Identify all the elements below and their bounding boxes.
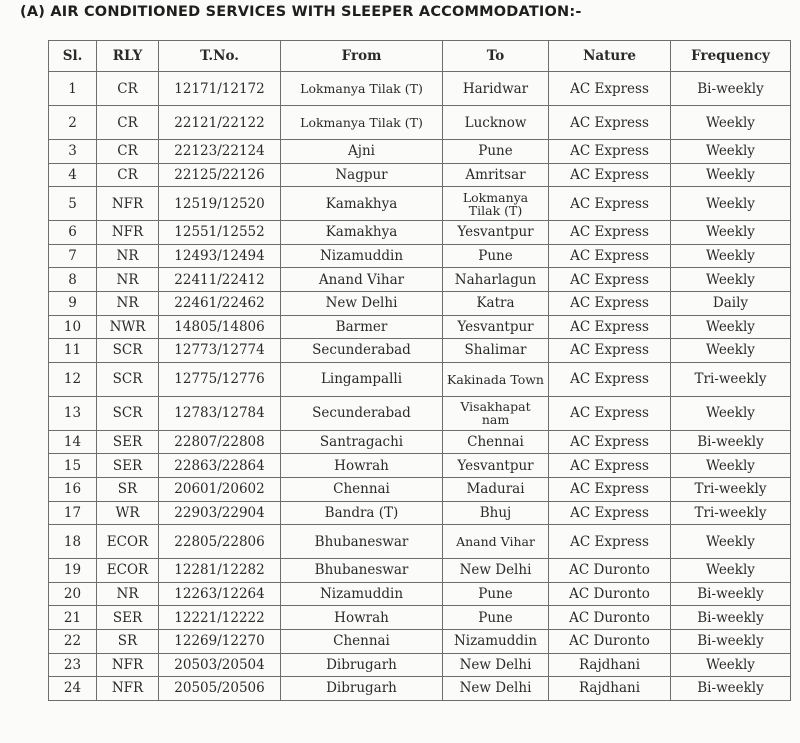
- cell-frequency: Weekly: [671, 244, 791, 268]
- cell-frequency: Weekly: [671, 559, 791, 583]
- cell-sl: 21: [49, 606, 97, 630]
- table-row: [49, 163, 791, 187]
- cell-rly: ECOR: [97, 559, 159, 583]
- column-header-frequency: Frequency: [671, 41, 791, 72]
- cell-train-number: 22461/22462: [159, 291, 281, 315]
- cell-frequency: Bi-weekly: [671, 677, 791, 701]
- table-row: [49, 221, 791, 245]
- table-row: [49, 677, 791, 701]
- cell-from: Bhubaneswar: [281, 525, 443, 559]
- cell-from: New Delhi: [281, 291, 443, 315]
- cell-rly: SER: [97, 606, 159, 630]
- cell-to: Kakinada Town: [443, 362, 549, 396]
- cell-from: Secunderabad: [281, 396, 443, 430]
- cell-train-number: 22805/22806: [159, 525, 281, 559]
- cell-rly: NFR: [97, 653, 159, 677]
- cell-train-number: 12269/12270: [159, 629, 281, 653]
- column-header-to: To: [443, 41, 549, 72]
- cell-from: Dibrugarh: [281, 677, 443, 701]
- cell-rly: NWR: [97, 315, 159, 339]
- cell-frequency: Daily: [671, 291, 791, 315]
- cell-from: Bhubaneswar: [281, 559, 443, 583]
- cell-to: New Delhi: [443, 677, 549, 701]
- table-row: [49, 582, 791, 606]
- column-header-nature: Nature: [549, 41, 671, 72]
- table-row: [49, 268, 791, 292]
- cell-train-number: 12171/12172: [159, 72, 281, 106]
- cell-rly: CR: [97, 72, 159, 106]
- cell-nature: AC Express: [549, 339, 671, 363]
- cell-from: Dibrugarh: [281, 653, 443, 677]
- cell-to: Haridwar: [443, 72, 549, 106]
- cell-train-number: 22807/22808: [159, 430, 281, 454]
- cell-to: Amritsar: [443, 163, 549, 187]
- cell-to: Pune: [443, 582, 549, 606]
- cell-rly: NFR: [97, 677, 159, 701]
- cell-from: Anand Vihar: [281, 268, 443, 292]
- cell-nature: AC Express: [549, 163, 671, 187]
- cell-to: Yesvantpur: [443, 454, 549, 478]
- cell-frequency: Weekly: [671, 525, 791, 559]
- cell-nature: AC Express: [549, 291, 671, 315]
- cell-to: Chennai: [443, 430, 549, 454]
- cell-from: Nizamuddin: [281, 582, 443, 606]
- table-row: [49, 525, 791, 559]
- table-row: [49, 362, 791, 396]
- cell-to: Shalimar: [443, 339, 549, 363]
- cell-sl: 20: [49, 582, 97, 606]
- cell-frequency: Bi-weekly: [671, 430, 791, 454]
- cell-nature: AC Express: [549, 430, 671, 454]
- cell-from: Bandra (T): [281, 501, 443, 525]
- cell-to: Visakhapat nam: [443, 396, 549, 430]
- cell-rly: CR: [97, 163, 159, 187]
- table-row: [49, 106, 791, 140]
- table-row: [49, 559, 791, 583]
- cell-rly: SCR: [97, 339, 159, 363]
- cell-nature: AC Express: [549, 396, 671, 430]
- cell-frequency: Weekly: [671, 221, 791, 245]
- cell-sl: 17: [49, 501, 97, 525]
- cell-sl: 4: [49, 163, 97, 187]
- cell-train-number: 12493/12494: [159, 244, 281, 268]
- cell-from: Barmer: [281, 315, 443, 339]
- cell-frequency: Tri-weekly: [671, 477, 791, 501]
- cell-to: Madurai: [443, 477, 549, 501]
- cell-sl: 13: [49, 396, 97, 430]
- cell-sl: 19: [49, 559, 97, 583]
- cell-rly: SR: [97, 629, 159, 653]
- column-header-rly: RLY: [97, 41, 159, 72]
- cell-sl: 8: [49, 268, 97, 292]
- cell-rly: NR: [97, 268, 159, 292]
- cell-from: Secunderabad: [281, 339, 443, 363]
- cell-sl: 9: [49, 291, 97, 315]
- table-row: [49, 501, 791, 525]
- cell-frequency: Bi-weekly: [671, 629, 791, 653]
- cell-train-number: 12519/12520: [159, 187, 281, 221]
- cell-frequency: Weekly: [671, 396, 791, 430]
- cell-frequency: Weekly: [671, 315, 791, 339]
- cell-nature: AC Express: [549, 244, 671, 268]
- cell-frequency: Tri-weekly: [671, 501, 791, 525]
- cell-nature: Rajdhani: [549, 677, 671, 701]
- column-header-train-number: T.No.: [159, 41, 281, 72]
- cell-frequency: Bi-weekly: [671, 72, 791, 106]
- cell-train-number: 20601/20602: [159, 477, 281, 501]
- cell-nature: AC Express: [549, 315, 671, 339]
- cell-train-number: 20505/20506: [159, 677, 281, 701]
- cell-sl: 14: [49, 430, 97, 454]
- cell-rly: SR: [97, 477, 159, 501]
- table-row: [49, 396, 791, 430]
- cell-from: Howrah: [281, 454, 443, 478]
- cell-train-number: 22411/22412: [159, 268, 281, 292]
- cell-nature: AC Express: [549, 221, 671, 245]
- cell-nature: AC Express: [549, 106, 671, 140]
- cell-from: Nizamuddin: [281, 244, 443, 268]
- cell-nature: AC Express: [549, 501, 671, 525]
- cell-rly: SCR: [97, 396, 159, 430]
- table-header-row: [49, 41, 791, 72]
- cell-nature: AC Express: [549, 72, 671, 106]
- cell-sl: 24: [49, 677, 97, 701]
- cell-frequency: Weekly: [671, 454, 791, 478]
- cell-to: Pune: [443, 606, 549, 630]
- cell-train-number: 12263/12264: [159, 582, 281, 606]
- cell-rly: NR: [97, 244, 159, 268]
- cell-frequency: Weekly: [671, 339, 791, 363]
- table-row: [49, 454, 791, 478]
- cell-sl: 1: [49, 72, 97, 106]
- cell-train-number: 12783/12784: [159, 396, 281, 430]
- cell-to: Yesvantpur: [443, 221, 549, 245]
- cell-sl: 2: [49, 106, 97, 140]
- table-row: [49, 140, 791, 164]
- cell-train-number: 12775/12776: [159, 362, 281, 396]
- cell-nature: AC Duronto: [549, 606, 671, 630]
- cell-train-number: 12221/12222: [159, 606, 281, 630]
- cell-train-number: 22121/22122: [159, 106, 281, 140]
- cell-train-number: 22863/22864: [159, 454, 281, 478]
- table-row: [49, 187, 791, 221]
- cell-sl: 15: [49, 454, 97, 478]
- cell-frequency: Bi-weekly: [671, 606, 791, 630]
- cell-nature: AC Express: [549, 140, 671, 164]
- cell-to: New Delhi: [443, 559, 549, 583]
- cell-sl: 23: [49, 653, 97, 677]
- column-header-sl: Sl.: [49, 41, 97, 72]
- cell-sl: 3: [49, 140, 97, 164]
- cell-from: Ajni: [281, 140, 443, 164]
- cell-train-number: 12551/12552: [159, 221, 281, 245]
- cell-train-number: 12773/12774: [159, 339, 281, 363]
- cell-to: New Delhi: [443, 653, 549, 677]
- cell-rly: SCR: [97, 362, 159, 396]
- cell-from: Kamakhya: [281, 187, 443, 221]
- cell-train-number: 12281/12282: [159, 559, 281, 583]
- cell-from: Lingampalli: [281, 362, 443, 396]
- cell-sl: 22: [49, 629, 97, 653]
- column-header-from: From: [281, 41, 443, 72]
- cell-from: Lokmanya Tilak (T): [281, 106, 443, 140]
- table-row: [49, 291, 791, 315]
- cell-nature: AC Duronto: [549, 629, 671, 653]
- cell-to: Anand Vihar: [443, 525, 549, 559]
- cell-rly: WR: [97, 501, 159, 525]
- cell-frequency: Weekly: [671, 653, 791, 677]
- table-row: [49, 72, 791, 106]
- cell-to: Nizamuddin: [443, 629, 549, 653]
- cell-to: Lokmanya Tilak (T): [443, 187, 549, 221]
- cell-to: Bhuj: [443, 501, 549, 525]
- cell-nature: AC Express: [549, 268, 671, 292]
- cell-from: Nagpur: [281, 163, 443, 187]
- cell-sl: 6: [49, 221, 97, 245]
- cell-rly: NR: [97, 582, 159, 606]
- cell-nature: AC Duronto: [549, 582, 671, 606]
- cell-to: Pune: [443, 244, 549, 268]
- cell-frequency: Tri-weekly: [671, 362, 791, 396]
- cell-to: Naharlagun: [443, 268, 549, 292]
- cell-train-number: 22123/22124: [159, 140, 281, 164]
- cell-rly: NR: [97, 291, 159, 315]
- cell-from: Chennai: [281, 629, 443, 653]
- section-heading: (A) AIR CONDITIONED SERVICES WITH SLEEPER ACCOMMODATION:-: [20, 4, 582, 20]
- cell-rly: NFR: [97, 187, 159, 221]
- train-services-table: [48, 40, 791, 701]
- table-row: [49, 339, 791, 363]
- cell-train-number: 20503/20504: [159, 653, 281, 677]
- cell-to: Yesvantpur: [443, 315, 549, 339]
- cell-from: Santragachi: [281, 430, 443, 454]
- cell-frequency: Weekly: [671, 140, 791, 164]
- cell-sl: 5: [49, 187, 97, 221]
- cell-nature: AC Duronto: [549, 559, 671, 583]
- table-row: [49, 315, 791, 339]
- cell-rly: CR: [97, 140, 159, 164]
- cell-to: Katra: [443, 291, 549, 315]
- table-row: [49, 244, 791, 268]
- cell-to: Lucknow: [443, 106, 549, 140]
- cell-sl: 12: [49, 362, 97, 396]
- cell-sl: 11: [49, 339, 97, 363]
- cell-rly: SER: [97, 430, 159, 454]
- cell-train-number: 22903/22904: [159, 501, 281, 525]
- cell-frequency: Weekly: [671, 163, 791, 187]
- cell-sl: 16: [49, 477, 97, 501]
- cell-sl: 18: [49, 525, 97, 559]
- cell-rly: SER: [97, 454, 159, 478]
- cell-nature: AC Express: [549, 454, 671, 478]
- cell-rly: CR: [97, 106, 159, 140]
- table-row: [49, 477, 791, 501]
- cell-frequency: Weekly: [671, 268, 791, 292]
- cell-rly: ECOR: [97, 525, 159, 559]
- cell-train-number: 22125/22126: [159, 163, 281, 187]
- cell-from: Howrah: [281, 606, 443, 630]
- cell-frequency: Weekly: [671, 106, 791, 140]
- cell-nature: Rajdhani: [549, 653, 671, 677]
- table-row: [49, 653, 791, 677]
- cell-nature: AC Express: [549, 477, 671, 501]
- cell-train-number: 14805/14806: [159, 315, 281, 339]
- cell-frequency: Weekly: [671, 187, 791, 221]
- cell-nature: AC Express: [549, 187, 671, 221]
- cell-from: Lokmanya Tilak (T): [281, 72, 443, 106]
- cell-sl: 7: [49, 244, 97, 268]
- cell-from: Chennai: [281, 477, 443, 501]
- cell-sl: 10: [49, 315, 97, 339]
- table-row: [49, 606, 791, 630]
- cell-to: Pune: [443, 140, 549, 164]
- cell-rly: NFR: [97, 221, 159, 245]
- cell-nature: AC Express: [549, 362, 671, 396]
- cell-frequency: Bi-weekly: [671, 582, 791, 606]
- table-row: [49, 629, 791, 653]
- cell-from: Kamakhya: [281, 221, 443, 245]
- cell-nature: AC Express: [549, 525, 671, 559]
- table-row: [49, 430, 791, 454]
